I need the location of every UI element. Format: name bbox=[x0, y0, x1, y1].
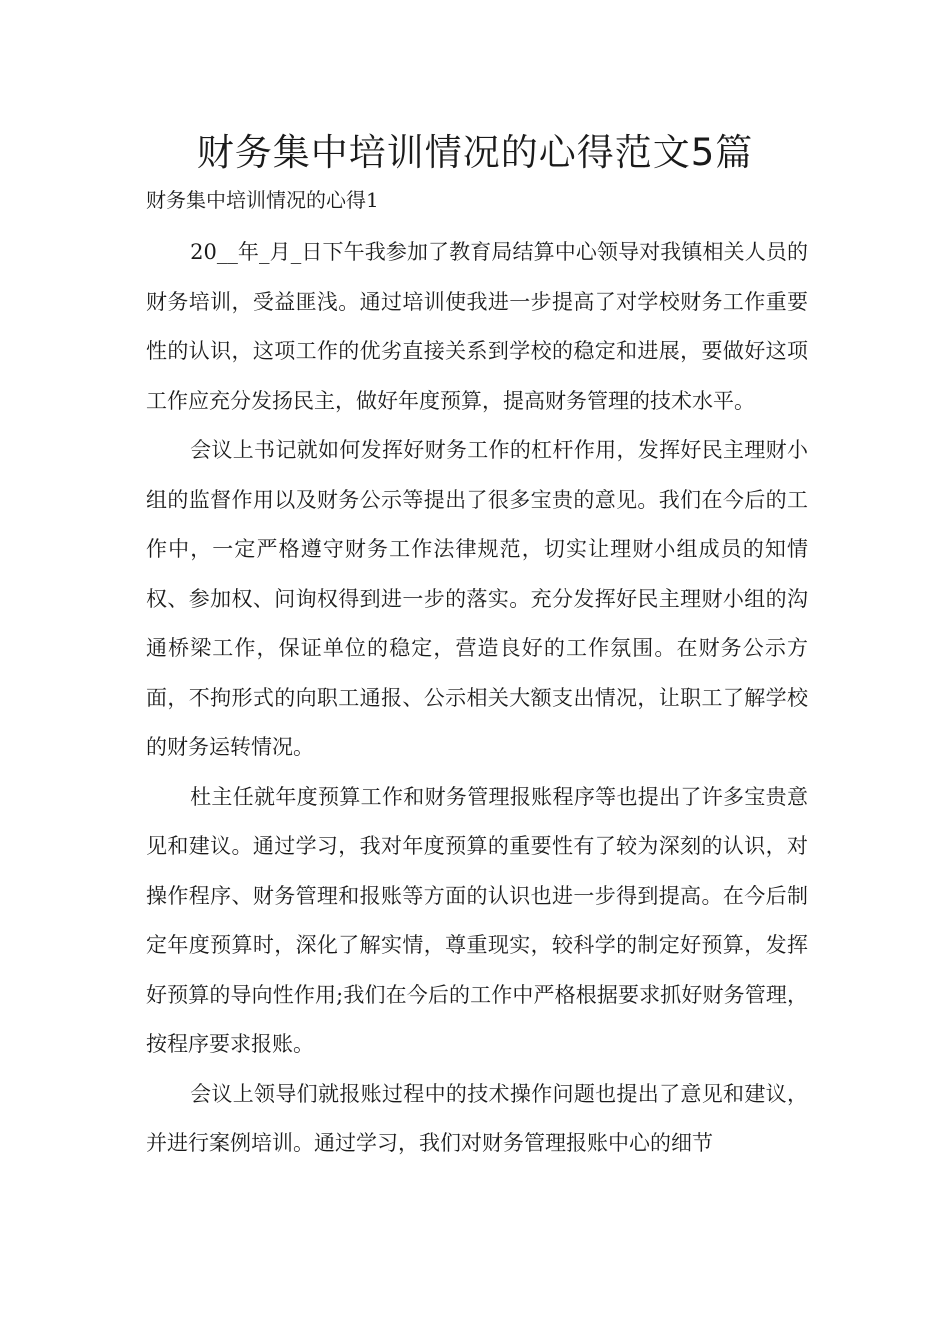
document-body bbox=[146, 228, 808, 1169]
paragraph: 会议上领导们就报账过程中的技术操作问题也提出了意见和建议，并进行案例培训。通过学习，我们对财务管理报账中心的细节 bbox=[146, 1081, 808, 1155]
section-heading: 财务集中培训情况的心得1 bbox=[146, 188, 379, 212]
paragraph: 20__年_月_日下午我参加了教育局结算中心领导对我镇相关人员的财务培训，受益匪浅。通过培训使我进一步提高了对学校财务工作重要性的认识，这项工作的优劣直接关系到学校的稳定和进展，要做好这项工作应充分发扬民主，做好年度预算，提高财务管理的技术水平。 bbox=[146, 240, 808, 413]
paragraph: 会议上书记就如何发挥好财务工作的杠杆作用，发挥好民主理财小组的监督作用以及财务公示等提出了很多宝贵的意见。我们在今后的工作中，一定严格遵守财务工作法律规范，切实让理财小组成员的知情权、参加权、问询权得到进一步的落实。充分发挥好民主理财小组的沟通桥梁工作，保证单位的稳定，营造良好的工作氛围。在财务公示方面，不拘形式的向职工通报、公示相关大额支出情况，让职工了解学校的财务运转情况。 bbox=[146, 438, 808, 759]
document-title: 财务集中培训情况的心得范文5篇 bbox=[196, 131, 754, 174]
paragraph: 杜主任就年度预算工作和财务管理报账程序等也提出了许多宝贵意见和建议。通过学习，我对年度预算的重要性有了较为深刻的认识，对操作程序、财务管理和报账等方面的认识也进一步得到提高。在今后制定年度预算时，深化了解实情，尊重现实，较科学的制定好预算，发挥好预算的导向性作用;我们在今后的工作中严格根据要求抓好财务管理，按程序要求报账。 bbox=[146, 784, 808, 1056]
